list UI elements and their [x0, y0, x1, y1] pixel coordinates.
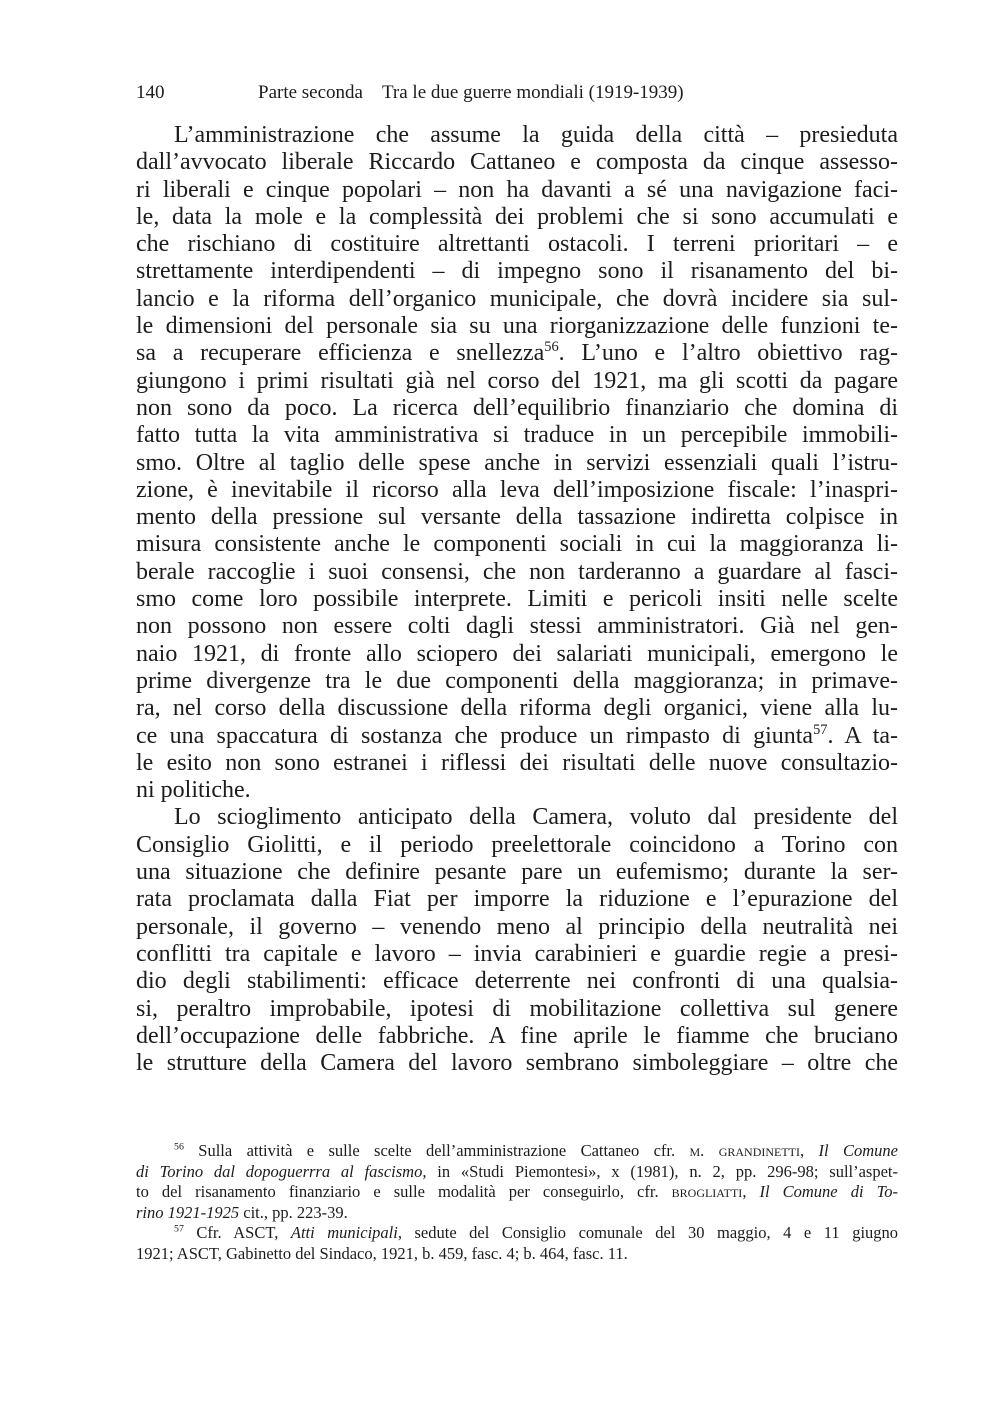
text-line: smo come loro possibile interprete. Limiti e pericoli insiti nelle scelte	[136, 586, 898, 613]
text-line: mento della pressione sul versante della tassazione indiretta colpisce in	[136, 504, 898, 531]
text-line: le esito non sono estranei i riflessi dei risultati delle nuove consultazio-	[136, 749, 898, 776]
footnote-57-line: 1921; ASCT, Gabinetto del Sindaco, 1921, b. 459, fasc. 4; b. 464, fasc. 11.	[136, 1243, 628, 1263]
running-header	[136, 82, 896, 108]
text-segment: ce una spaccatura di sostanza che produce un rimpasto di giunta	[136, 722, 814, 749]
text-line	[136, 340, 898, 367]
text-segment: . L’uno e l’altro obiettivo rag-	[558, 340, 899, 367]
footnote-number: 56	[174, 1141, 184, 1153]
text-line: le dimensioni del personale sia su una riorganizzazione delle funzioni te-	[136, 313, 898, 340]
text-line: ra, nel corso della discussione della riforma degli organici, viene alla lu-	[136, 695, 898, 722]
text-line: Consiglio Giolitti, e il periodo preelettorale coincidono a Torino con	[136, 831, 898, 858]
text-line: che rischiano di costituire altrettanti ostacoli. I terreni prioritari – e	[136, 231, 898, 258]
text-line: dall’avvocato liberale Riccardo Cattaneo e composta da cinque assesso-	[136, 149, 898, 176]
work-title: Il Comune di To-	[759, 1182, 898, 1202]
text-line: rata proclamata dalla Fiat per imporre la riduzione e l’epurazione del	[136, 886, 898, 913]
footnote-text: to del risanamento finanziario e sulle modalità per conseguirlo, cfr.	[136, 1182, 659, 1202]
author-name: brogliatti	[671, 1182, 743, 1202]
text-line: le strutture della Camera del lavoro sembrano simboleggiare – oltre che	[136, 1050, 898, 1077]
footnote-56-line	[136, 1162, 898, 1183]
footnote-56-line	[136, 1141, 898, 1162]
text-line: misura consistente anche le componenti sociali in cui la maggioranza li-	[136, 531, 898, 558]
text-line: naio 1921, di fronte allo sciopero dei salariati municipali, emergono le	[136, 640, 898, 667]
text-line: fatto tutta la vita amministrativa si traduce in un percepibile immobili-	[136, 422, 898, 449]
text-line: si, peraltro improbabile, ipotesi di mobilitazione collettiva sul genere	[136, 995, 898, 1022]
text-line: una situazione che definire pesante pare un eufemismo; durante la ser-	[136, 859, 898, 886]
text-line: Lo scioglimento anticipato della Camera, voluto dal presidente del	[174, 804, 898, 831]
footnote-ref-57: 57	[813, 721, 828, 738]
footnote-ref-56: 56	[544, 339, 559, 356]
footnote-text: ,	[742, 1182, 747, 1202]
footnote-text: , sedute del Consiglio comunale del 30 maggio, 4 e 11 giugno	[397, 1223, 899, 1243]
text-line: strettamente interdipendenti – di impegno sono il risanamento del bi-	[136, 258, 898, 285]
author-name: m. grandinetti	[689, 1141, 801, 1160]
text-line: lancio e la riforma dell’organico municipale, che dovrà incidere sia sul-	[136, 285, 898, 312]
text-line: giungono i primi risultati già nel corso del 1921, ma gli scotti da pagare	[136, 367, 898, 394]
text-line: berale raccoglie i suoi consensi, che non tarderanno a guardare al fasci-	[136, 558, 898, 585]
text-segment: sa a recuperare efficienza e snellezza	[136, 340, 545, 367]
text-line: dio degli stabilimenti: efficace deterrente nei confronti di una qualsia-	[136, 968, 898, 995]
footnote-56-line	[136, 1203, 898, 1224]
footnote-text: Sulla attività e sulle scelte dell’amministrazione Cattaneo cfr.	[198, 1141, 676, 1160]
text-segment: . A ta-	[827, 722, 899, 749]
footnote-text: , in «Studi Piemontesi», x (1981), n. 2, pp. 296-98; sull’aspet-	[422, 1161, 899, 1181]
text-line: personale, il governo – venendo meno al principio della neutralità nei	[136, 913, 898, 940]
page-number: 140	[136, 82, 165, 103]
text-line: non possono non essere colti dagli stessi amministratori. Già nel gen-	[136, 613, 898, 640]
body-text	[136, 122, 898, 1077]
footnote-text: cit., pp. 223-39.	[243, 1202, 348, 1222]
text-line: ri liberali e cinque popolari – non ha davanti a sé una navigazione faci-	[136, 176, 898, 203]
text-line: prime divergenze tra le due componenti della maggioranza; in primave-	[136, 667, 898, 694]
work-title: Il Comune	[818, 1141, 898, 1160]
text-line	[136, 723, 898, 750]
footnotes	[136, 1141, 898, 1265]
footnote-text: Cfr. ASCT,	[196, 1223, 279, 1243]
text-line: le, data la mole e la complessità dei problemi che si sono accumulati e	[136, 203, 898, 230]
footnote-56-line	[136, 1182, 898, 1203]
text-line: non sono da poco. La ricerca dell’equilibrio finanziario che domina di	[136, 394, 898, 421]
work-title: rino 1921-1925	[136, 1202, 240, 1222]
text-line: smo. Oltre al taglio delle spese anche in servizi essenziali quali l’istru-	[136, 449, 898, 476]
text-line: dell’occupazione delle fabbriche. A fine aprile le fiamme che bruciano	[136, 1022, 898, 1049]
work-title: di Torino dal dopoguerrra al fascismo	[136, 1161, 423, 1181]
work-title: Atti municipali	[290, 1223, 398, 1243]
text-line: ni politiche.	[136, 777, 251, 804]
running-title: Parte seconda Tra le due guerre mondiali (1919-1939)	[258, 82, 684, 103]
text-line: zione, è inevitabile il ricorso alla leva dell’imposizione fiscale: l’inaspri-	[136, 476, 898, 503]
footnote-number: 57	[174, 1223, 184, 1235]
text-line: conflitti tra capitale e lavoro – invia carabinieri e guardie regie a presi-	[136, 940, 898, 967]
text-line: L’amministrazione che assume la guida della città – presieduta	[174, 122, 898, 148]
footnote-text: ,	[800, 1141, 805, 1160]
footnote-57-line	[136, 1223, 898, 1244]
